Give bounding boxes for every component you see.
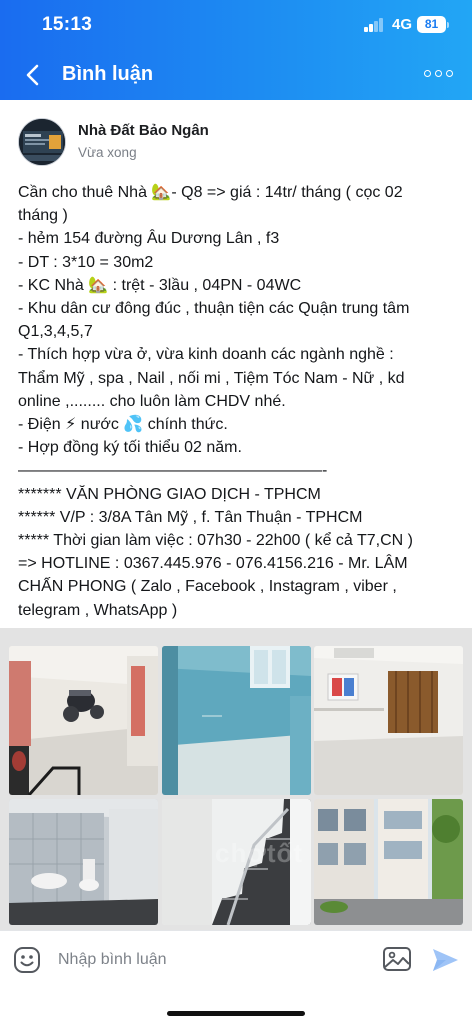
post-line: - hẻm 154 đường Âu Dương Lân , f3 <box>18 230 280 248</box>
page-title: Bình luận <box>62 63 154 85</box>
post-line: ****** V/P : 3/8A Tân Mỹ , f. Tân Thuận - TPHCM <box>18 508 363 526</box>
post-line: => HOTLINE : 0367.445.976 - 076.4156.216 - Mr. LÂM <box>18 555 408 573</box>
photo-bedroom-curtain[interactable] <box>314 646 463 795</box>
battery-icon: 81 <box>417 16 446 33</box>
status-bar <box>0 0 472 50</box>
post-line: tháng ) <box>18 207 68 225</box>
divider-line: ———————————————————- <box>18 462 328 480</box>
post-line: Cần cho thuê Nhà 🏡- Q8 => giá : 14tr/ tháng ( cọc 02 <box>18 184 403 201</box>
photo-bathroom[interactable] <box>9 799 158 925</box>
more-dots-icon[interactable] <box>424 66 454 82</box>
status-time: 15:13 <box>42 14 93 35</box>
photo-gallery <box>0 628 472 930</box>
watermark: chợtốt <box>215 838 304 868</box>
emoji-icon[interactable] <box>13 946 41 974</box>
post-line: Q1,3,4,5,7 <box>18 323 93 341</box>
chevron-left-icon[interactable] <box>22 62 46 88</box>
post-line: ******* VĂN PHÒNG GIAO DỊCH - TPHCM <box>18 485 321 503</box>
post-content <box>18 181 462 622</box>
photo-empty-room-window[interactable] <box>162 646 311 795</box>
nav-bar <box>0 50 472 100</box>
post-line: - Thích hợp vừa ở, vừa kinh doanh các ngành nghề : <box>18 346 394 364</box>
post-header <box>0 100 472 176</box>
header-bar <box>0 0 472 100</box>
post-line: - Điện ⚡ nước 💦 chính thức. <box>18 416 228 434</box>
post-line: ***** Thời gian làm việc : 07h30 - 22h00 ( kể cả T7,CN ) <box>18 532 413 550</box>
post-time: Vừa xong <box>78 145 137 160</box>
post-line: - KC Nhà 🏡 : trệt - 3lầu , 04PN - 04WC <box>18 276 302 294</box>
post-line: - Khu dân cư đông đúc , thuận tiện các Quận trung tâm <box>18 300 410 318</box>
image-icon[interactable] <box>382 945 412 973</box>
send-icon[interactable] <box>430 945 460 975</box>
battery-tip <box>447 22 449 28</box>
comment-input[interactable] <box>58 945 368 975</box>
post-line: CHẤN PHONG ( Zalo , Facebook , Instagram , viber , <box>18 578 397 596</box>
photo-street-view[interactable] <box>314 799 463 925</box>
post-line: - Hợp đồng ký tối thiểu 02 năm. <box>18 439 242 457</box>
post-line: online ,........ cho luôn làm CHDV nhé. <box>18 392 286 410</box>
signal-icon <box>364 18 384 32</box>
comment-bar <box>0 930 472 1024</box>
post-line: Thẩm Mỹ , spa , Nail , nối mi , Tiệm Tóc Nam - Nữ , kd <box>18 369 405 387</box>
author-name[interactable]: Nhà Đất Bảo Ngân <box>78 122 209 139</box>
avatar[interactable] <box>18 118 66 166</box>
home-indicator <box>167 1011 305 1016</box>
post-line: - DT : 3*10 = 30m2 <box>18 253 154 271</box>
network-label: 4G <box>392 16 413 33</box>
photo-living-room-motorbike[interactable] <box>9 646 158 795</box>
post-line: telegram , WhatsApp ) <box>18 601 178 619</box>
